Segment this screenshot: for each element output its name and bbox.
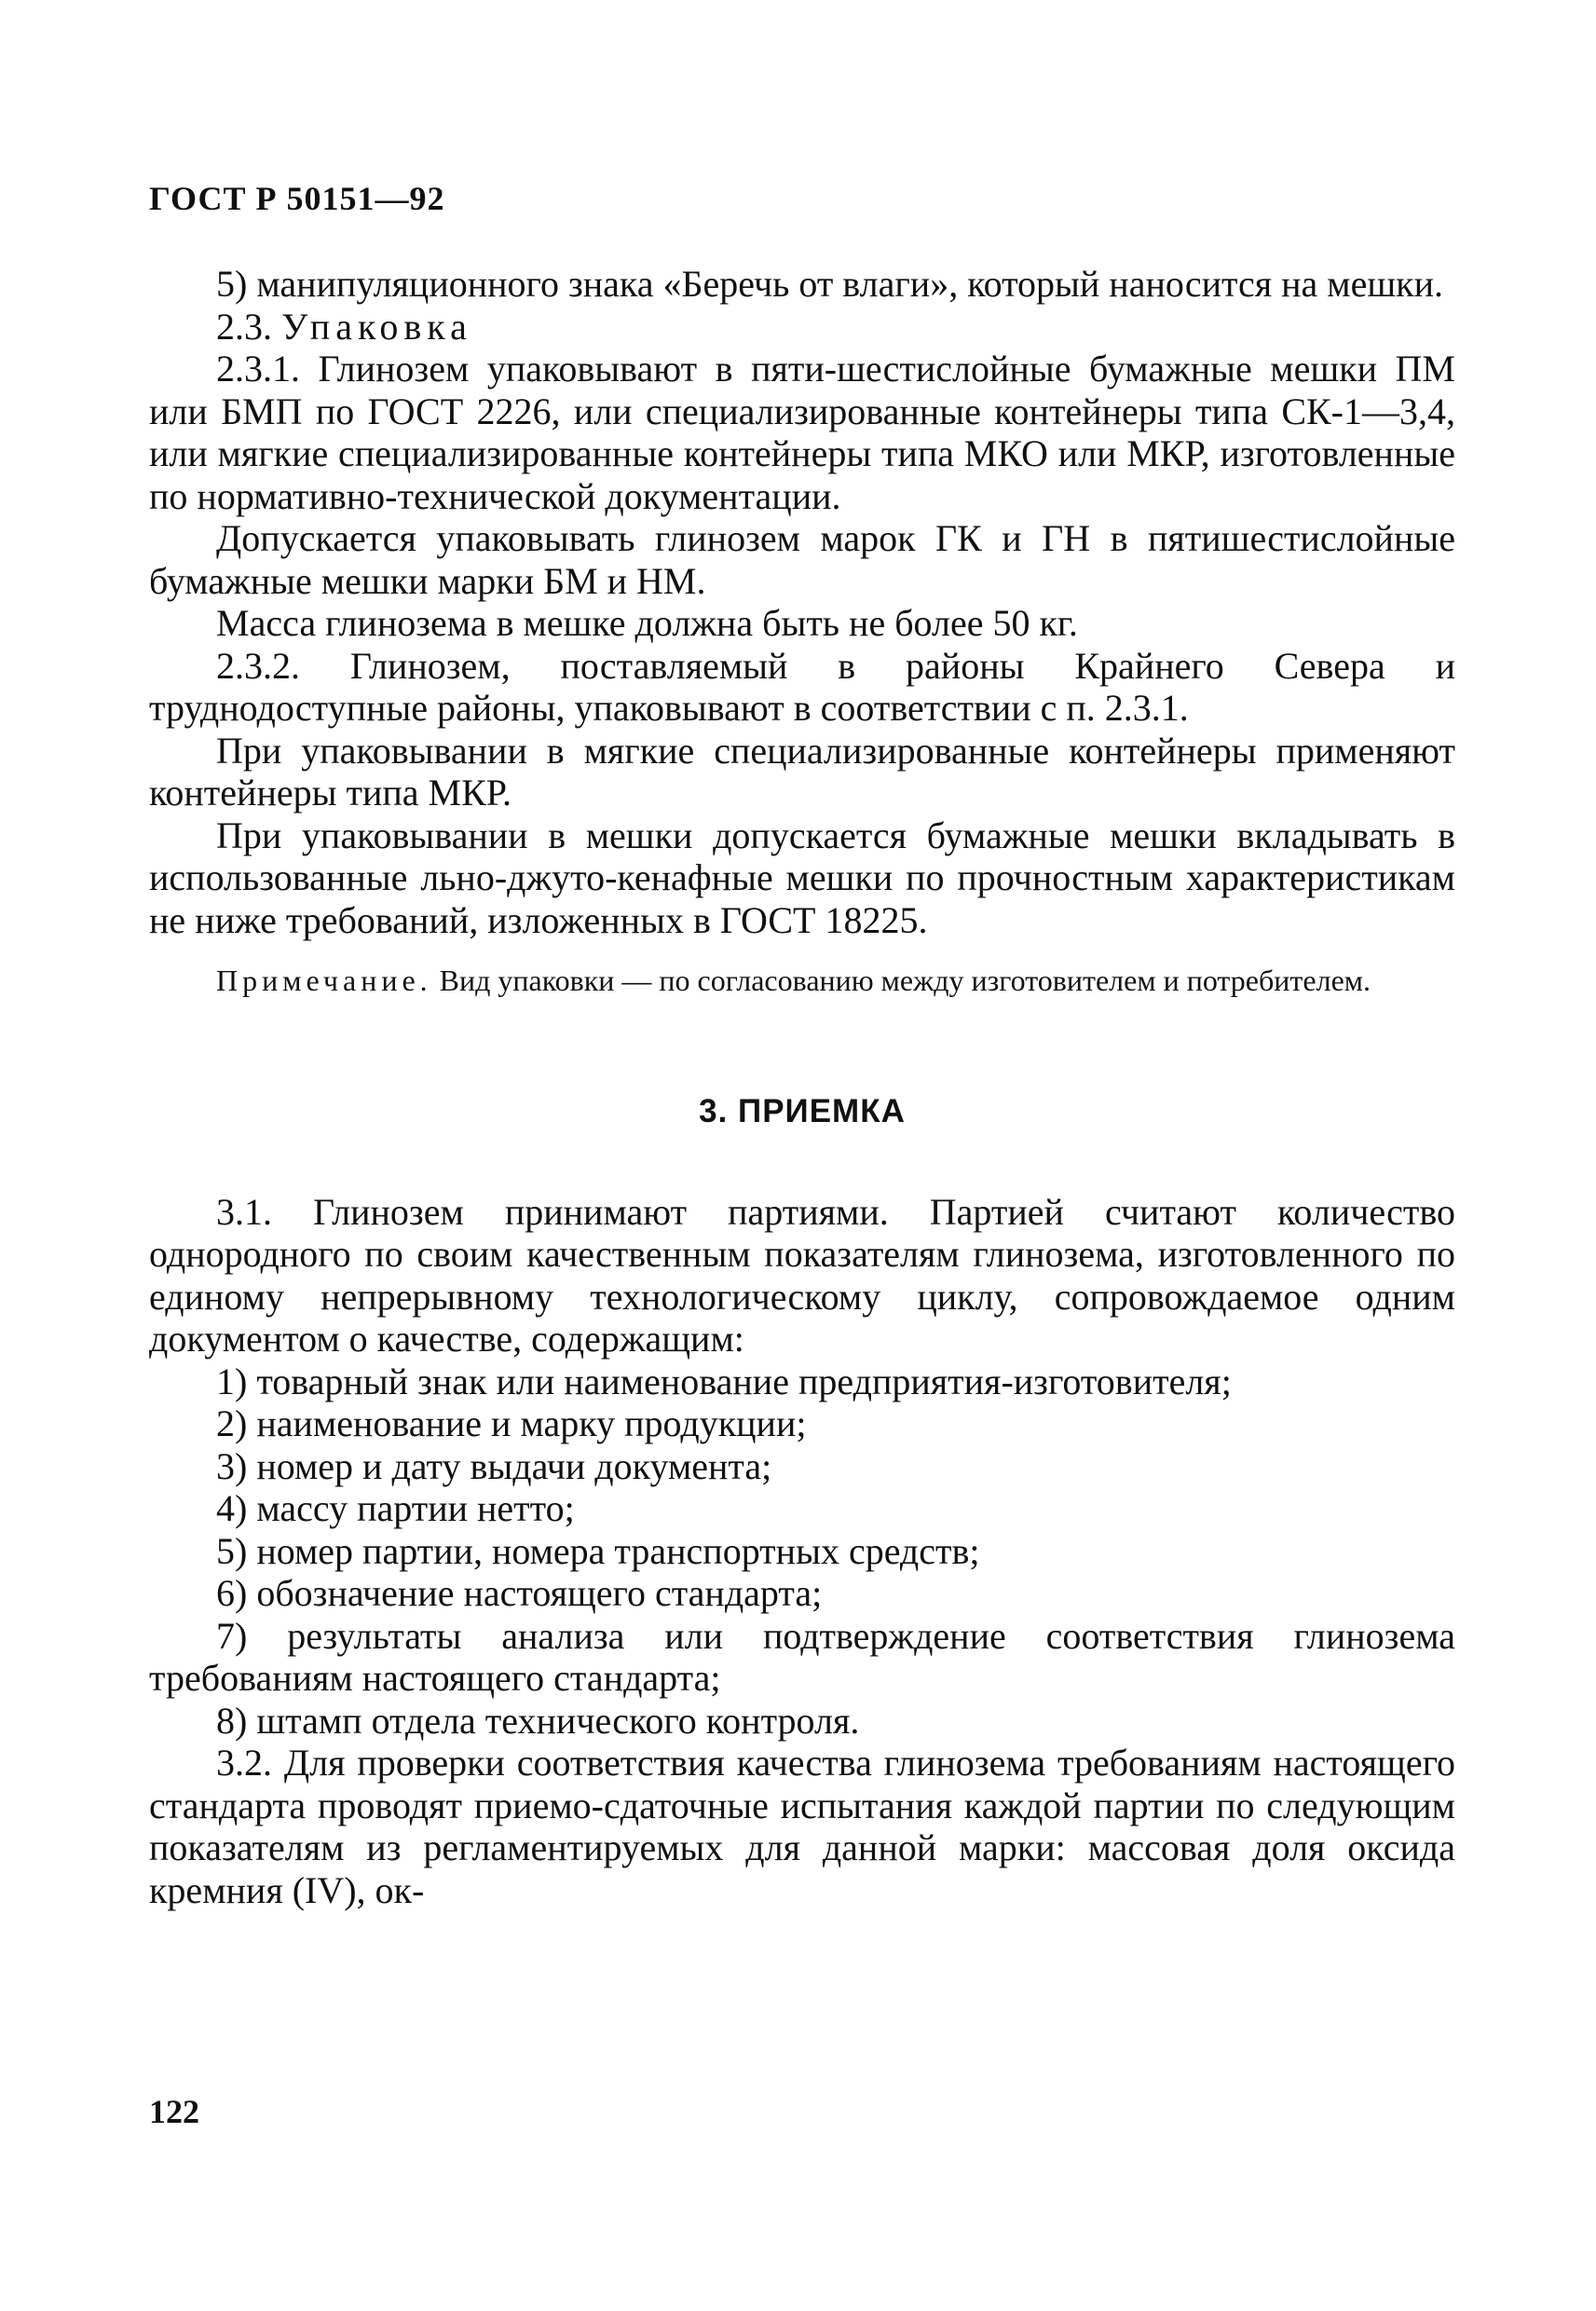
list-item: 5) номер партии, номера транспортных средств;	[216, 1529, 980, 1572]
list-item: 3) номер и дату выдачи документа;	[216, 1444, 772, 1487]
list-item: 4) массу партии нетто;	[216, 1487, 575, 1529]
list-item: 7) результаты анализа или подтверждение соответствия глинозема требованиям настоящего стандарта;	[149, 1614, 1455, 1699]
packaging-heading	[149, 306, 1455, 349]
document-body	[149, 263, 1455, 1911]
packaging-heading-number: 2.3.	[216, 305, 272, 348]
paragraph-2-3-1: 2.3.1. Глинозем упаковывают в пяти-шестислойные бумажные мешки ПМ или БМП по ГОСТ 2226, или специализированные контейнеры типа СК-1—3,4, или мягкие специализированные контейнеры типа МКО или МКР, изготовленные по нормативно-технической документации.	[149, 348, 1455, 517]
standard-header: ГОСТ Р 50151—92	[149, 180, 445, 217]
paragraph-item-5: 5) манипуляционного знака «Беречь от влаги», который наносится на мешки.	[216, 263, 1444, 305]
paragraph-bag-mass: Масса глинозема в мешке должна быть не более 50 кг.	[216, 602, 1078, 644]
page-number: 122	[149, 2093, 199, 2130]
paragraph-2-3-2: 2.3.2. Глинозем, поставляемый в районы Крайнего Севера и труднодоступные районы, упаковывают в соответствии с п. 2.3.1.	[149, 644, 1455, 729]
paragraph-bag-insertion: При упаковывании в мешки допускается бумажные мешки вкладывать в использованные льно-джуто-кенафные мешки по прочностным характеристикам не ниже требований, изложенных в ГОСТ 18225.	[149, 814, 1455, 941]
paragraph-3-2: 3.2. Для проверки соответствия качества глинозема требованиям настоящего стандарта проводят приемо-сдаточные испытания каждой партии по следующим показателям из регламентируемых для данной марки: массовая доля оксида кремния (IV), ок-	[149, 1742, 1455, 1911]
paragraph-soft-containers: При упаковывании в мягкие специализированные контейнеры применяют контейнеры типа МКР.	[149, 729, 1455, 814]
packaging-heading-title: Упаковка	[281, 305, 472, 348]
list-item: 8) штамп отдела технического контроля.	[216, 1699, 860, 1742]
paragraph-3-1: 3.1. Глинозем принимают партиями. Партией считают количество однородного по своим качественным показателям глинозема, изготовленного по единому непрерывному технологическому циклу, сопровождаемое одним документом о качестве, содержащим:	[149, 1190, 1455, 1360]
note-text: Вид упаковки — по согласованию между изготовителем и потребителем.	[439, 964, 1371, 997]
paragraph-allowed-packaging: Допускается упаковывать глинозем марок ГК и ГН в пятишестислойные бумажные мешки марки БМ и НМ.	[149, 517, 1455, 602]
note-label: Примечание.	[216, 964, 432, 997]
list-item: 2) наименование и марку продукции;	[216, 1402, 807, 1444]
note	[149, 962, 1455, 999]
section-title-acceptance: 3. ПРИЕМКА	[699, 1093, 906, 1129]
list-item: 6) обозначение настоящего стандарта;	[216, 1572, 823, 1614]
list-item: 1) товарный знак или наименование предприятия-изготовителя;	[216, 1360, 1232, 1402]
